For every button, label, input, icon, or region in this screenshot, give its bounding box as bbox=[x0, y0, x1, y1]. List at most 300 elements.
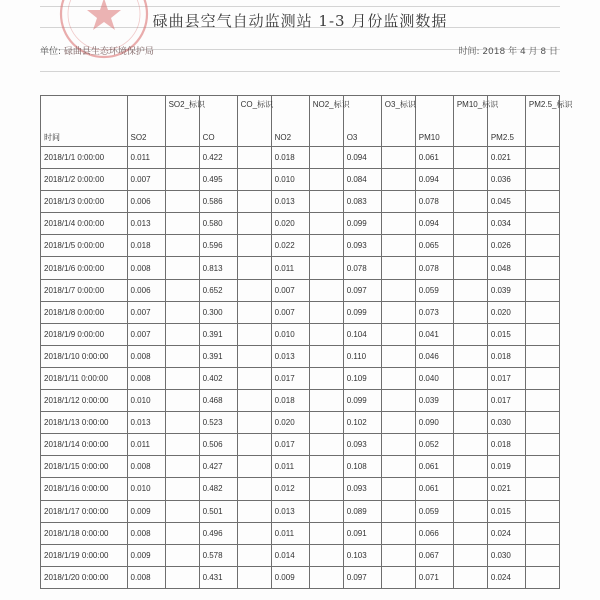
cell-co: 0.501 bbox=[199, 500, 237, 522]
cell-pm10-flag bbox=[453, 367, 487, 389]
cell-pm25: 0.015 bbox=[487, 500, 525, 522]
cell-pm10: 0.046 bbox=[415, 345, 453, 367]
cell-time: 2018/1/9 0:00:00 bbox=[41, 323, 128, 345]
table-row bbox=[41, 169, 560, 191]
header-pm10-flag: PM10_标识 bbox=[453, 96, 487, 147]
cell-pm10-flag bbox=[453, 456, 487, 478]
cell-co: 0.496 bbox=[199, 522, 237, 544]
cell-no2-flag bbox=[309, 367, 343, 389]
cell-pm25-flag bbox=[525, 390, 559, 412]
cell-pm10: 0.052 bbox=[415, 434, 453, 456]
cell-pm25-flag bbox=[525, 367, 559, 389]
cell-so2: 0.013 bbox=[127, 412, 165, 434]
cell-time: 2018/1/20 0:00:00 bbox=[41, 566, 128, 588]
cell-o3: 0.091 bbox=[343, 522, 381, 544]
cell-no2: 0.022 bbox=[271, 235, 309, 257]
cell-o3-flag bbox=[381, 257, 415, 279]
cell-no2: 0.009 bbox=[271, 566, 309, 588]
cell-pm10-flag bbox=[453, 390, 487, 412]
cell-pm10: 0.066 bbox=[415, 522, 453, 544]
cell-so2-flag bbox=[165, 412, 199, 434]
table-row bbox=[41, 257, 560, 279]
cell-pm10: 0.059 bbox=[415, 500, 453, 522]
cell-co-flag bbox=[237, 367, 271, 389]
cell-pm25: 0.026 bbox=[487, 235, 525, 257]
cell-no2: 0.018 bbox=[271, 147, 309, 169]
header-no2-flag: NO2_标识 bbox=[309, 96, 343, 147]
cell-so2: 0.007 bbox=[127, 169, 165, 191]
cell-o3-flag bbox=[381, 279, 415, 301]
header-co: CO bbox=[199, 96, 237, 147]
cell-so2: 0.010 bbox=[127, 390, 165, 412]
cell-pm25-flag bbox=[525, 301, 559, 323]
cell-pm10: 0.039 bbox=[415, 390, 453, 412]
cell-no2-flag bbox=[309, 147, 343, 169]
cell-pm25-flag bbox=[525, 147, 559, 169]
cell-co-flag bbox=[237, 147, 271, 169]
cell-pm10: 0.078 bbox=[415, 191, 453, 213]
cell-no2: 0.010 bbox=[271, 169, 309, 191]
cell-no2-flag bbox=[309, 235, 343, 257]
cell-o3-flag bbox=[381, 456, 415, 478]
cell-no2-flag bbox=[309, 390, 343, 412]
unit-label: 单位: bbox=[40, 47, 62, 57]
cell-pm10: 0.078 bbox=[415, 257, 453, 279]
cell-co-flag bbox=[237, 213, 271, 235]
cell-o3: 0.099 bbox=[343, 213, 381, 235]
table-row bbox=[41, 301, 560, 323]
cell-so2-flag bbox=[165, 390, 199, 412]
cell-no2-flag bbox=[309, 323, 343, 345]
cell-o3-flag bbox=[381, 544, 415, 566]
cell-o3-flag bbox=[381, 345, 415, 367]
cell-so2-flag bbox=[165, 478, 199, 500]
cell-pm10: 0.040 bbox=[415, 367, 453, 389]
cell-co: 0.300 bbox=[199, 301, 237, 323]
cell-o3: 0.102 bbox=[343, 412, 381, 434]
cell-so2-flag bbox=[165, 345, 199, 367]
cell-co-flag bbox=[237, 500, 271, 522]
cell-co-flag bbox=[237, 169, 271, 191]
cell-pm10-flag bbox=[453, 279, 487, 301]
cell-pm25: 0.045 bbox=[487, 191, 525, 213]
cell-pm25-flag bbox=[525, 323, 559, 345]
cell-pm25: 0.018 bbox=[487, 345, 525, 367]
header-so2-flag: SO2_标识 bbox=[165, 96, 199, 147]
cell-pm25-flag bbox=[525, 456, 559, 478]
cell-so2: 0.011 bbox=[127, 147, 165, 169]
cell-pm10: 0.041 bbox=[415, 323, 453, 345]
cell-o3-flag bbox=[381, 169, 415, 191]
header-pm25-flag: PM2.5_标识 bbox=[525, 96, 559, 147]
cell-no2: 0.013 bbox=[271, 345, 309, 367]
cell-pm10: 0.094 bbox=[415, 213, 453, 235]
cell-o3: 0.093 bbox=[343, 434, 381, 456]
monitoring-data-table bbox=[40, 95, 573, 589]
cell-so2: 0.008 bbox=[127, 566, 165, 588]
cell-pm10-flag bbox=[453, 323, 487, 345]
cell-pm25: 0.030 bbox=[487, 544, 525, 566]
cell-pm10-flag bbox=[453, 522, 487, 544]
table-row bbox=[41, 147, 560, 169]
table-body bbox=[41, 147, 560, 589]
cell-co: 0.580 bbox=[199, 213, 237, 235]
cell-pm10-flag bbox=[453, 191, 487, 213]
cell-o3-flag bbox=[381, 301, 415, 323]
cell-o3: 0.084 bbox=[343, 169, 381, 191]
cell-pm10-flag bbox=[453, 544, 487, 566]
header-o3-flag: O3_标识 bbox=[381, 96, 415, 147]
cell-pm25-flag bbox=[525, 279, 559, 301]
cell-time: 2018/1/2 0:00:00 bbox=[41, 169, 128, 191]
document-title: 碌曲县空气自动监测站 1-3 月份监测数据 bbox=[152, 12, 448, 30]
cell-pm25-flag bbox=[525, 478, 559, 500]
cell-time: 2018/1/7 0:00:00 bbox=[41, 279, 128, 301]
table-header-row bbox=[41, 96, 560, 147]
cell-so2: 0.008 bbox=[127, 257, 165, 279]
cell-pm25-flag bbox=[525, 213, 559, 235]
cell-o3: 0.083 bbox=[343, 191, 381, 213]
cell-no2: 0.014 bbox=[271, 544, 309, 566]
cell-co-flag bbox=[237, 544, 271, 566]
cell-time: 2018/1/19 0:00:00 bbox=[41, 544, 128, 566]
header-pm10: PM10 bbox=[415, 96, 453, 147]
cell-o3: 0.099 bbox=[343, 390, 381, 412]
cell-pm25: 0.024 bbox=[487, 566, 525, 588]
cell-pm10: 0.061 bbox=[415, 147, 453, 169]
cell-pm10-flag bbox=[453, 147, 487, 169]
table-row bbox=[41, 544, 560, 566]
cell-so2-flag bbox=[165, 367, 199, 389]
cell-pm25: 0.021 bbox=[487, 147, 525, 169]
cell-o3-flag bbox=[381, 213, 415, 235]
table-row bbox=[41, 390, 560, 412]
cell-so2: 0.018 bbox=[127, 235, 165, 257]
cell-no2: 0.020 bbox=[271, 412, 309, 434]
cell-pm25-flag bbox=[525, 500, 559, 522]
cell-o3: 0.093 bbox=[343, 235, 381, 257]
cell-o3: 0.097 bbox=[343, 279, 381, 301]
cell-pm25-flag bbox=[525, 257, 559, 279]
cell-so2-flag bbox=[165, 456, 199, 478]
cell-co: 0.468 bbox=[199, 390, 237, 412]
header-pm25: PM2.5 bbox=[487, 96, 525, 147]
cell-co: 0.402 bbox=[199, 367, 237, 389]
cell-co-flag bbox=[237, 478, 271, 500]
table-row bbox=[41, 478, 560, 500]
cell-pm10-flag bbox=[453, 412, 487, 434]
cell-no2: 0.011 bbox=[271, 456, 309, 478]
cell-no2: 0.007 bbox=[271, 301, 309, 323]
cell-co: 0.506 bbox=[199, 434, 237, 456]
cell-no2-flag bbox=[309, 434, 343, 456]
cell-co: 0.482 bbox=[199, 478, 237, 500]
cell-no2: 0.010 bbox=[271, 323, 309, 345]
cell-co-flag bbox=[237, 522, 271, 544]
cell-pm10: 0.073 bbox=[415, 301, 453, 323]
cell-o3-flag bbox=[381, 390, 415, 412]
cell-co: 0.422 bbox=[199, 147, 237, 169]
table-row bbox=[41, 456, 560, 478]
cell-time: 2018/1/10 0:00:00 bbox=[41, 345, 128, 367]
cell-pm10-flag bbox=[453, 213, 487, 235]
cell-pm10: 0.065 bbox=[415, 235, 453, 257]
cell-no2-flag bbox=[309, 301, 343, 323]
cell-pm10-flag bbox=[453, 478, 487, 500]
header-no2: NO2 bbox=[271, 96, 309, 147]
cell-no2-flag bbox=[309, 191, 343, 213]
cell-so2: 0.011 bbox=[127, 434, 165, 456]
cell-so2-flag bbox=[165, 434, 199, 456]
cell-pm25-flag bbox=[525, 566, 559, 588]
table-row bbox=[41, 412, 560, 434]
table-row bbox=[41, 566, 560, 588]
cell-pm10: 0.059 bbox=[415, 279, 453, 301]
cell-time: 2018/1/18 0:00:00 bbox=[41, 522, 128, 544]
header-o3: O3 bbox=[343, 96, 381, 147]
cell-so2: 0.013 bbox=[127, 213, 165, 235]
cell-pm25-flag bbox=[525, 544, 559, 566]
cell-no2: 0.013 bbox=[271, 191, 309, 213]
cell-pm25-flag bbox=[525, 169, 559, 191]
cell-co: 0.391 bbox=[199, 323, 237, 345]
cell-time: 2018/1/4 0:00:00 bbox=[41, 213, 128, 235]
cell-o3-flag bbox=[381, 412, 415, 434]
cell-pm25: 0.030 bbox=[487, 412, 525, 434]
cell-co: 0.495 bbox=[199, 169, 237, 191]
cell-pm25-flag bbox=[525, 235, 559, 257]
cell-no2-flag bbox=[309, 566, 343, 588]
cell-pm25: 0.017 bbox=[487, 390, 525, 412]
cell-o3-flag bbox=[381, 478, 415, 500]
table-row bbox=[41, 279, 560, 301]
cell-o3: 0.078 bbox=[343, 257, 381, 279]
cell-no2: 0.017 bbox=[271, 367, 309, 389]
cell-time: 2018/1/6 0:00:00 bbox=[41, 257, 128, 279]
cell-no2-flag bbox=[309, 279, 343, 301]
cell-so2: 0.010 bbox=[127, 478, 165, 500]
table-row bbox=[41, 191, 560, 213]
cell-so2: 0.006 bbox=[127, 279, 165, 301]
cell-time: 2018/1/12 0:00:00 bbox=[41, 390, 128, 412]
unit-line bbox=[40, 44, 154, 57]
table-row bbox=[41, 323, 560, 345]
cell-so2: 0.008 bbox=[127, 345, 165, 367]
cell-pm25: 0.019 bbox=[487, 456, 525, 478]
cell-no2: 0.020 bbox=[271, 213, 309, 235]
cell-pm25: 0.036 bbox=[487, 169, 525, 191]
cell-so2: 0.008 bbox=[127, 367, 165, 389]
cell-time: 2018/1/1 0:00:00 bbox=[41, 147, 128, 169]
cell-time: 2018/1/15 0:00:00 bbox=[41, 456, 128, 478]
cell-so2-flag bbox=[165, 522, 199, 544]
cell-co-flag bbox=[237, 456, 271, 478]
cell-so2-flag bbox=[165, 235, 199, 257]
cell-time: 2018/1/11 0:00:00 bbox=[41, 367, 128, 389]
cell-pm10: 0.071 bbox=[415, 566, 453, 588]
cell-o3: 0.099 bbox=[343, 301, 381, 323]
cell-time: 2018/1/17 0:00:00 bbox=[41, 500, 128, 522]
cell-no2: 0.011 bbox=[271, 522, 309, 544]
cell-pm10-flag bbox=[453, 500, 487, 522]
cell-co: 0.391 bbox=[199, 345, 237, 367]
cell-time: 2018/1/8 0:00:00 bbox=[41, 301, 128, 323]
cell-o3: 0.109 bbox=[343, 367, 381, 389]
cell-co: 0.427 bbox=[199, 456, 237, 478]
cell-pm25: 0.017 bbox=[487, 367, 525, 389]
cell-time: 2018/1/13 0:00:00 bbox=[41, 412, 128, 434]
table-row bbox=[41, 500, 560, 522]
cell-no2-flag bbox=[309, 213, 343, 235]
cell-pm10-flag bbox=[453, 235, 487, 257]
cell-pm10-flag bbox=[453, 301, 487, 323]
cell-o3-flag bbox=[381, 522, 415, 544]
cell-o3-flag bbox=[381, 191, 415, 213]
cell-co-flag bbox=[237, 301, 271, 323]
cell-pm25: 0.048 bbox=[487, 257, 525, 279]
cell-no2: 0.007 bbox=[271, 279, 309, 301]
cell-pm25: 0.039 bbox=[487, 279, 525, 301]
cell-so2-flag bbox=[165, 191, 199, 213]
cell-so2-flag bbox=[165, 301, 199, 323]
cell-co: 0.523 bbox=[199, 412, 237, 434]
cell-so2-flag bbox=[165, 213, 199, 235]
cell-o3-flag bbox=[381, 367, 415, 389]
cell-time: 2018/1/14 0:00:00 bbox=[41, 434, 128, 456]
cell-pm10: 0.090 bbox=[415, 412, 453, 434]
cell-o3-flag bbox=[381, 147, 415, 169]
cell-co-flag bbox=[237, 257, 271, 279]
cell-co-flag bbox=[237, 412, 271, 434]
cell-o3: 0.108 bbox=[343, 456, 381, 478]
cell-pm10-flag bbox=[453, 566, 487, 588]
cell-time: 2018/1/3 0:00:00 bbox=[41, 191, 128, 213]
table-row bbox=[41, 345, 560, 367]
cell-pm25: 0.018 bbox=[487, 434, 525, 456]
cell-co: 0.813 bbox=[199, 257, 237, 279]
cell-pm25: 0.024 bbox=[487, 522, 525, 544]
cell-pm25-flag bbox=[525, 522, 559, 544]
cell-no2-flag bbox=[309, 257, 343, 279]
cell-o3: 0.103 bbox=[343, 544, 381, 566]
cell-pm10-flag bbox=[453, 169, 487, 191]
cell-pm10: 0.061 bbox=[415, 478, 453, 500]
cell-o3: 0.094 bbox=[343, 147, 381, 169]
cell-pm25-flag bbox=[525, 412, 559, 434]
table-row bbox=[41, 434, 560, 456]
cell-o3: 0.110 bbox=[343, 345, 381, 367]
cell-co: 0.578 bbox=[199, 544, 237, 566]
cell-so2-flag bbox=[165, 566, 199, 588]
cell-pm25-flag bbox=[525, 434, 559, 456]
cell-so2-flag bbox=[165, 500, 199, 522]
cell-co: 0.586 bbox=[199, 191, 237, 213]
cell-no2: 0.011 bbox=[271, 257, 309, 279]
cell-o3-flag bbox=[381, 235, 415, 257]
header-so2: SO2 bbox=[127, 96, 165, 147]
cell-co-flag bbox=[237, 191, 271, 213]
cell-so2-flag bbox=[165, 279, 199, 301]
cell-co-flag bbox=[237, 235, 271, 257]
cell-no2: 0.013 bbox=[271, 500, 309, 522]
cell-so2-flag bbox=[165, 323, 199, 345]
cell-so2: 0.006 bbox=[127, 191, 165, 213]
cell-no2: 0.017 bbox=[271, 434, 309, 456]
cell-pm25-flag bbox=[525, 345, 559, 367]
cell-o3-flag bbox=[381, 323, 415, 345]
cell-co-flag bbox=[237, 323, 271, 345]
cell-so2: 0.007 bbox=[127, 323, 165, 345]
cell-no2-flag bbox=[309, 500, 343, 522]
cell-so2-flag bbox=[165, 147, 199, 169]
cell-no2-flag bbox=[309, 478, 343, 500]
cell-so2: 0.009 bbox=[127, 544, 165, 566]
cell-so2-flag bbox=[165, 257, 199, 279]
cell-pm25: 0.015 bbox=[487, 323, 525, 345]
cell-so2: 0.009 bbox=[127, 500, 165, 522]
table-row bbox=[41, 213, 560, 235]
cell-no2-flag bbox=[309, 169, 343, 191]
cell-so2: 0.008 bbox=[127, 522, 165, 544]
cell-so2: 0.007 bbox=[127, 301, 165, 323]
cell-pm10-flag bbox=[453, 257, 487, 279]
cell-no2-flag bbox=[309, 345, 343, 367]
cell-co-flag bbox=[237, 434, 271, 456]
cell-no2-flag bbox=[309, 544, 343, 566]
header-time: 时间 bbox=[41, 96, 128, 147]
cell-o3-flag bbox=[381, 434, 415, 456]
cell-pm25: 0.021 bbox=[487, 478, 525, 500]
table-row bbox=[41, 522, 560, 544]
cell-co-flag bbox=[237, 390, 271, 412]
cell-co: 0.652 bbox=[199, 279, 237, 301]
table-row bbox=[41, 235, 560, 257]
cell-time: 2018/1/5 0:00:00 bbox=[41, 235, 128, 257]
cell-pm25-flag bbox=[525, 191, 559, 213]
cell-pm10: 0.067 bbox=[415, 544, 453, 566]
cell-so2-flag bbox=[165, 169, 199, 191]
document-date: 时间: 2018 年 4 月 8 日 bbox=[458, 47, 558, 57]
cell-pm25: 0.020 bbox=[487, 301, 525, 323]
cell-co-flag bbox=[237, 345, 271, 367]
cell-pm10-flag bbox=[453, 345, 487, 367]
cell-no2: 0.018 bbox=[271, 390, 309, 412]
cell-co: 0.431 bbox=[199, 566, 237, 588]
cell-o3: 0.104 bbox=[343, 323, 381, 345]
cell-so2: 0.008 bbox=[127, 456, 165, 478]
cell-o3-flag bbox=[381, 500, 415, 522]
cell-so2-flag bbox=[165, 544, 199, 566]
cell-pm25: 0.034 bbox=[487, 213, 525, 235]
cell-co: 0.596 bbox=[199, 235, 237, 257]
cell-no2-flag bbox=[309, 456, 343, 478]
header-co-flag: CO_标识 bbox=[237, 96, 271, 147]
cell-co-flag bbox=[237, 279, 271, 301]
cell-pm10: 0.094 bbox=[415, 169, 453, 191]
cell-time: 2018/1/16 0:00:00 bbox=[41, 478, 128, 500]
cell-no2-flag bbox=[309, 522, 343, 544]
cell-no2-flag bbox=[309, 412, 343, 434]
cell-pm10: 0.061 bbox=[415, 456, 453, 478]
unit-value: 碌曲县生态环境保护局 bbox=[63, 47, 154, 57]
cell-o3-flag bbox=[381, 566, 415, 588]
cell-o3: 0.093 bbox=[343, 478, 381, 500]
cell-no2: 0.012 bbox=[271, 478, 309, 500]
cell-co-flag bbox=[237, 566, 271, 588]
cell-o3: 0.089 bbox=[343, 500, 381, 522]
cell-pm10-flag bbox=[453, 434, 487, 456]
table-row bbox=[41, 367, 560, 389]
